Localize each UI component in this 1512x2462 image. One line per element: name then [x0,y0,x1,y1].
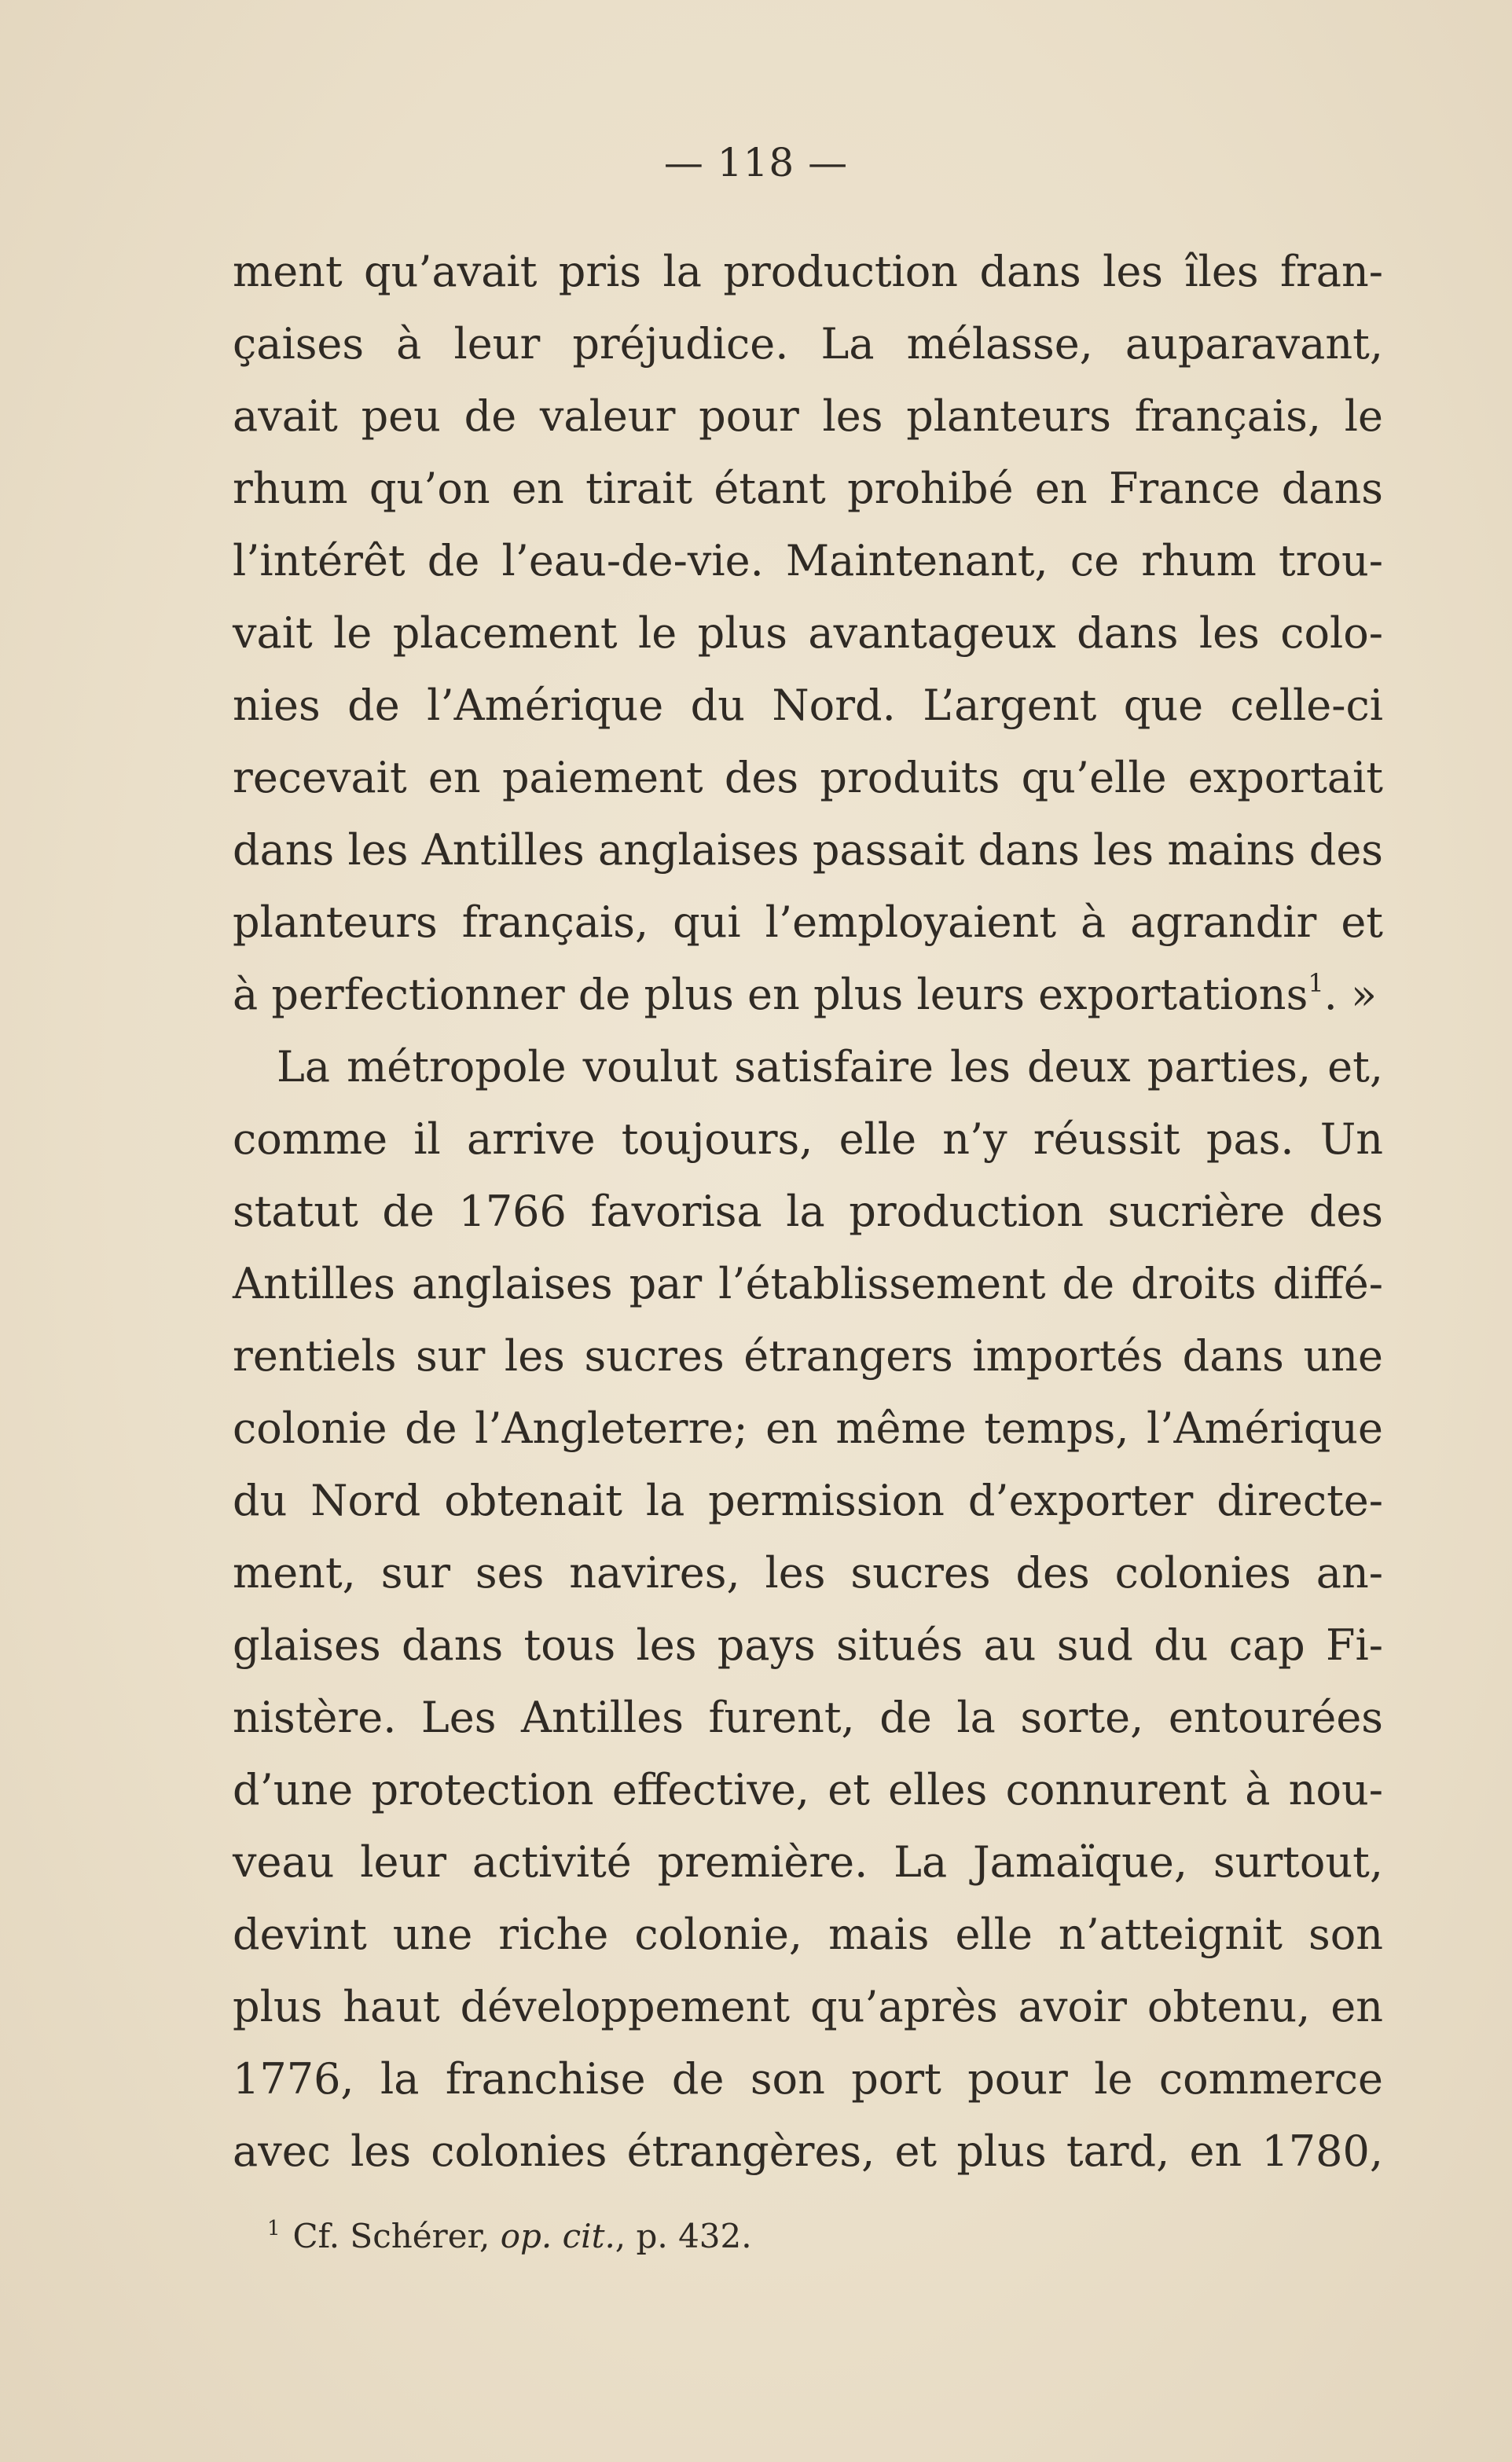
text-line: plus haut développement qu’après avoir obtenu, en [233,1982,1383,2031]
text-line: vait le placement le plus avantageux dans les colo- [233,608,1383,658]
text-line: dans les Antilles anglaises passait dans les mains des [233,825,1383,875]
footnote-page: , p. 432. [615,2217,752,2255]
paragraph-end-line [233,959,1383,1031]
text-line: nistère. Les Antilles furent, de la sorte, entourées [233,1693,1383,1742]
footnote-number: 1 [267,2217,281,2240]
text-line: ment, sur ses navires, les sucres des colonies an- [233,1548,1383,1598]
text-line: d’une protection effective, et elles connurent à nou- [233,1765,1383,1814]
text-line: ment qu’avait pris la production dans les îles fran- [233,247,1383,296]
text-line: avait peu de valeur pour les planteurs français, le [233,391,1383,441]
text-line: comme il arrive toujours, elle n’y réussit pas. Un [233,1114,1383,1164]
text-line: avec les colonies étrangères, et plus tard, en 1780, [233,2126,1383,2176]
line-text: à perfectionner de plus en plus leurs exportations [233,970,1308,1019]
footnote-italic: op. cit. [500,2217,615,2255]
text-line: veau leur activité première. La Jamaïque, surtout, [233,1837,1383,1887]
body-text [233,236,1383,2188]
page-number: — 118 — [663,140,849,185]
text-line: Antilles anglaises par l’établissement de droits diffé- [233,1259,1383,1308]
text-line: 1776, la franchise de son port pour le commerce [233,2054,1383,2104]
footnote-reference: 1 [1308,968,1324,998]
paragraph-start-line: La métropole voulut satisfaire les deux parties, et, [277,1042,1383,1092]
text-line: statut de 1766 favorisa la production sucrière des [233,1187,1383,1236]
text-line: devint une riche colonie, mais elle n’atteignit son [233,1910,1383,1959]
text-line: du Nord obtenait la permission d’exporter directe- [233,1476,1383,1525]
text-line: l’intérêt de l’eau-de-vie. Maintenant, ce rhum trou- [233,536,1383,585]
text-line: nies de l’Amérique du Nord. L’argent que celle-ci [233,681,1383,730]
closing-quote: . » [1323,970,1378,1019]
text-line: recevait en paiement des produits qu’elle exportait [233,753,1383,802]
footnote [267,2207,752,2258]
text-line: glaises dans tous les pays situés au sud du cap Fi- [233,1620,1383,1670]
footnote-text: Cf. Schérer, [292,2217,501,2255]
text-line: çaises à leur préjudice. La mélasse, auparavant, [233,319,1383,369]
text-line: rentiels sur les sucres étrangers importés dans une [233,1331,1383,1381]
text-line: colonie de l’Angleterre; en même temps, l’Amérique [233,1403,1383,1453]
text-line: rhum qu’on en tirait étant prohibé en France dans [233,464,1383,513]
text-line: planteurs français, qui l’employaient à agrandir et [233,897,1383,947]
